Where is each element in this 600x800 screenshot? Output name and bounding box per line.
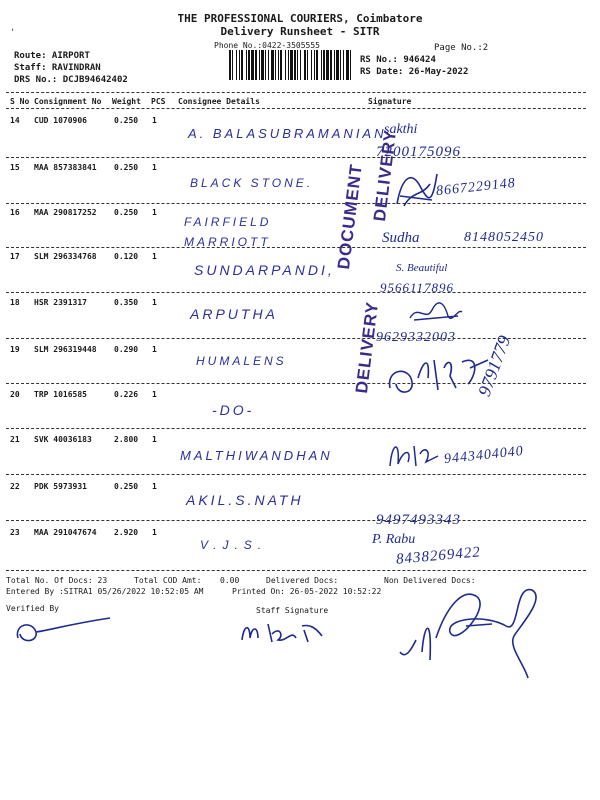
row-weight: 0.226 <box>114 390 139 399</box>
row-sno: 17 <box>10 252 20 261</box>
row-sno: 18 <box>10 298 20 307</box>
delivery-signature-large <box>396 578 556 682</box>
row-phone: 9791779 <box>474 332 515 399</box>
row-sno: 14 <box>10 116 20 125</box>
row-weight: 2.800 <box>114 435 139 444</box>
drs-number: DRS No.: DCJB94642402 <box>14 75 128 85</box>
row-signature: S. Beautiful <box>396 262 448 274</box>
signature-scribble <box>408 300 464 326</box>
rs-number: RS No.: 946424 <box>360 55 436 65</box>
row-divider <box>6 474 586 475</box>
row-weight: 2.920 <box>114 528 139 537</box>
row-phone: 8438269422 <box>395 544 482 568</box>
row-weight: 0.250 <box>114 208 139 217</box>
row-phone: 9443404040 <box>443 443 525 468</box>
row-consignee: BLACK STONE. <box>190 176 314 190</box>
row-pcs: 1 <box>152 252 157 261</box>
document-delivery-stamp: DOCUMENT <box>334 162 366 271</box>
row-pcs: 1 <box>152 528 157 537</box>
row-consignment: PDK 5973931 <box>34 482 87 491</box>
document-delivery-stamp-3: DELIVERY <box>370 128 401 223</box>
row-divider <box>6 157 586 158</box>
verified-by-label: Verified By <box>6 604 59 613</box>
delivered-docs: Delivered Docs: <box>266 576 339 585</box>
signature-scribble <box>386 436 442 472</box>
row-pcs: 1 <box>152 208 157 217</box>
row-weight: 0.250 <box>114 482 139 491</box>
row-consignee: ARPUTHA <box>190 306 278 322</box>
row-consignment: MAA 291047674 <box>34 528 97 537</box>
staff-label: Staff: RAVINDRAN <box>14 63 101 73</box>
staff-signature-label: Staff Signature <box>256 606 329 615</box>
row-consignment: SVK 40036183 <box>34 435 92 444</box>
row-sno: 21 <box>10 435 20 444</box>
corner-mark: ' <box>10 28 16 38</box>
row-signature: Sudha <box>382 230 420 246</box>
row-pcs: 1 <box>152 390 157 399</box>
row-consignment: MAA 290817252 <box>34 208 97 217</box>
row-sno: 22 <box>10 482 20 491</box>
row-weight: 0.250 <box>114 163 139 172</box>
verified-signature <box>10 614 120 648</box>
entered-by: Entered By :SITRA1 05/26/2022 10:52:05 AM <box>6 587 204 596</box>
header-divider-bottom <box>6 108 586 109</box>
row-consignee: A. BALASUBRAMANIAN <box>188 126 387 141</box>
route-label: Route: AIRPORT <box>14 51 90 61</box>
row-pcs: 1 <box>152 345 157 354</box>
row-pcs: 1 <box>152 163 157 172</box>
row-pcs: 1 <box>152 482 157 491</box>
row-pcs: 1 <box>152 298 157 307</box>
header-divider-top <box>6 92 586 93</box>
row-signature: sakthi <box>384 122 418 137</box>
barcode-icon <box>229 50 351 80</box>
row-consignment: SLM 296319448 <box>34 345 97 354</box>
row-pcs: 1 <box>152 116 157 125</box>
row-phone: 7200175096 <box>376 144 461 160</box>
total-cod-label: Total COD Amt: <box>134 576 202 585</box>
row-sno: 16 <box>10 208 20 217</box>
row-divider <box>6 292 586 293</box>
row-consignee: SUNDARPANDI, <box>194 262 335 278</box>
row-phone: 9497493343 <box>376 512 461 528</box>
row-divider <box>6 520 586 521</box>
row-signature: P. Rabu <box>372 532 416 547</box>
col-signature: Signature <box>368 97 412 106</box>
total-cod-value: 0.00 <box>220 576 240 585</box>
row-sno: 19 <box>10 345 20 354</box>
row-consignee: MALTHIWANDHAN <box>180 448 333 463</box>
row-sno: 15 <box>10 163 20 172</box>
row-divider <box>6 203 586 204</box>
row-phone: 9629332003 <box>376 330 456 345</box>
row-sno: 20 <box>10 390 20 399</box>
row-phone: 9566117896 <box>380 280 455 295</box>
non-delivered-docs: Non Delivered Docs: <box>384 576 476 585</box>
row-divider <box>6 428 586 429</box>
row-phone: 8667229148 <box>435 175 517 200</box>
col-consignee: Consignee Details <box>178 97 260 106</box>
col-sno: S No <box>10 97 30 106</box>
row-weight: 0.350 <box>114 298 139 307</box>
row-consignee: FAIRFIELD MARRIOTT <box>184 215 272 249</box>
row-consignment: HSR 2391317 <box>34 298 87 307</box>
row-consignee: V.J.S. <box>200 538 268 552</box>
document-delivery-stamp-2: DELIVERY <box>352 300 383 395</box>
company-title: THE PROFESSIONAL COURIERS, Coimbatore <box>177 12 423 25</box>
row-pcs: 1 <box>152 435 157 444</box>
row-sno: 23 <box>10 528 20 537</box>
phone-number: Phone No.:0422-3505555 <box>214 41 320 50</box>
printed-on: Printed On: 26-05-2022 10:52:22 <box>232 587 382 596</box>
col-consignment: Consignment No <box>34 97 102 106</box>
col-pcs: PCS <box>151 97 166 106</box>
staff-signature <box>238 616 334 646</box>
row-divider <box>6 247 586 248</box>
row-consignment: SLM 296334768 <box>34 252 97 261</box>
page-number: Page No.:2 <box>434 43 489 53</box>
row-consignee: -DO- <box>212 402 255 418</box>
row-consignee: HUMALENS <box>196 354 287 368</box>
row-consignee: AKIL.S.NATH <box>186 492 304 508</box>
row-consignment: CUD 1070906 <box>34 116 87 125</box>
runsheet-subtitle: Delivery Runsheet - SITR <box>220 25 380 38</box>
row-phone: 8148052450 <box>464 230 544 245</box>
row-consignment: TRP 1016585 <box>34 390 87 399</box>
row-divider <box>6 570 586 571</box>
row-weight: 0.250 <box>114 116 139 125</box>
rs-date: RS Date: 26-May-2022 <box>360 67 469 77</box>
total-docs: Total No. Of Docs: 23 <box>6 576 108 585</box>
row-weight: 0.290 <box>114 345 139 354</box>
col-weight: Weight <box>112 97 141 106</box>
row-consignment: MAA 857383841 <box>34 163 97 172</box>
row-weight: 0.120 <box>114 252 139 261</box>
